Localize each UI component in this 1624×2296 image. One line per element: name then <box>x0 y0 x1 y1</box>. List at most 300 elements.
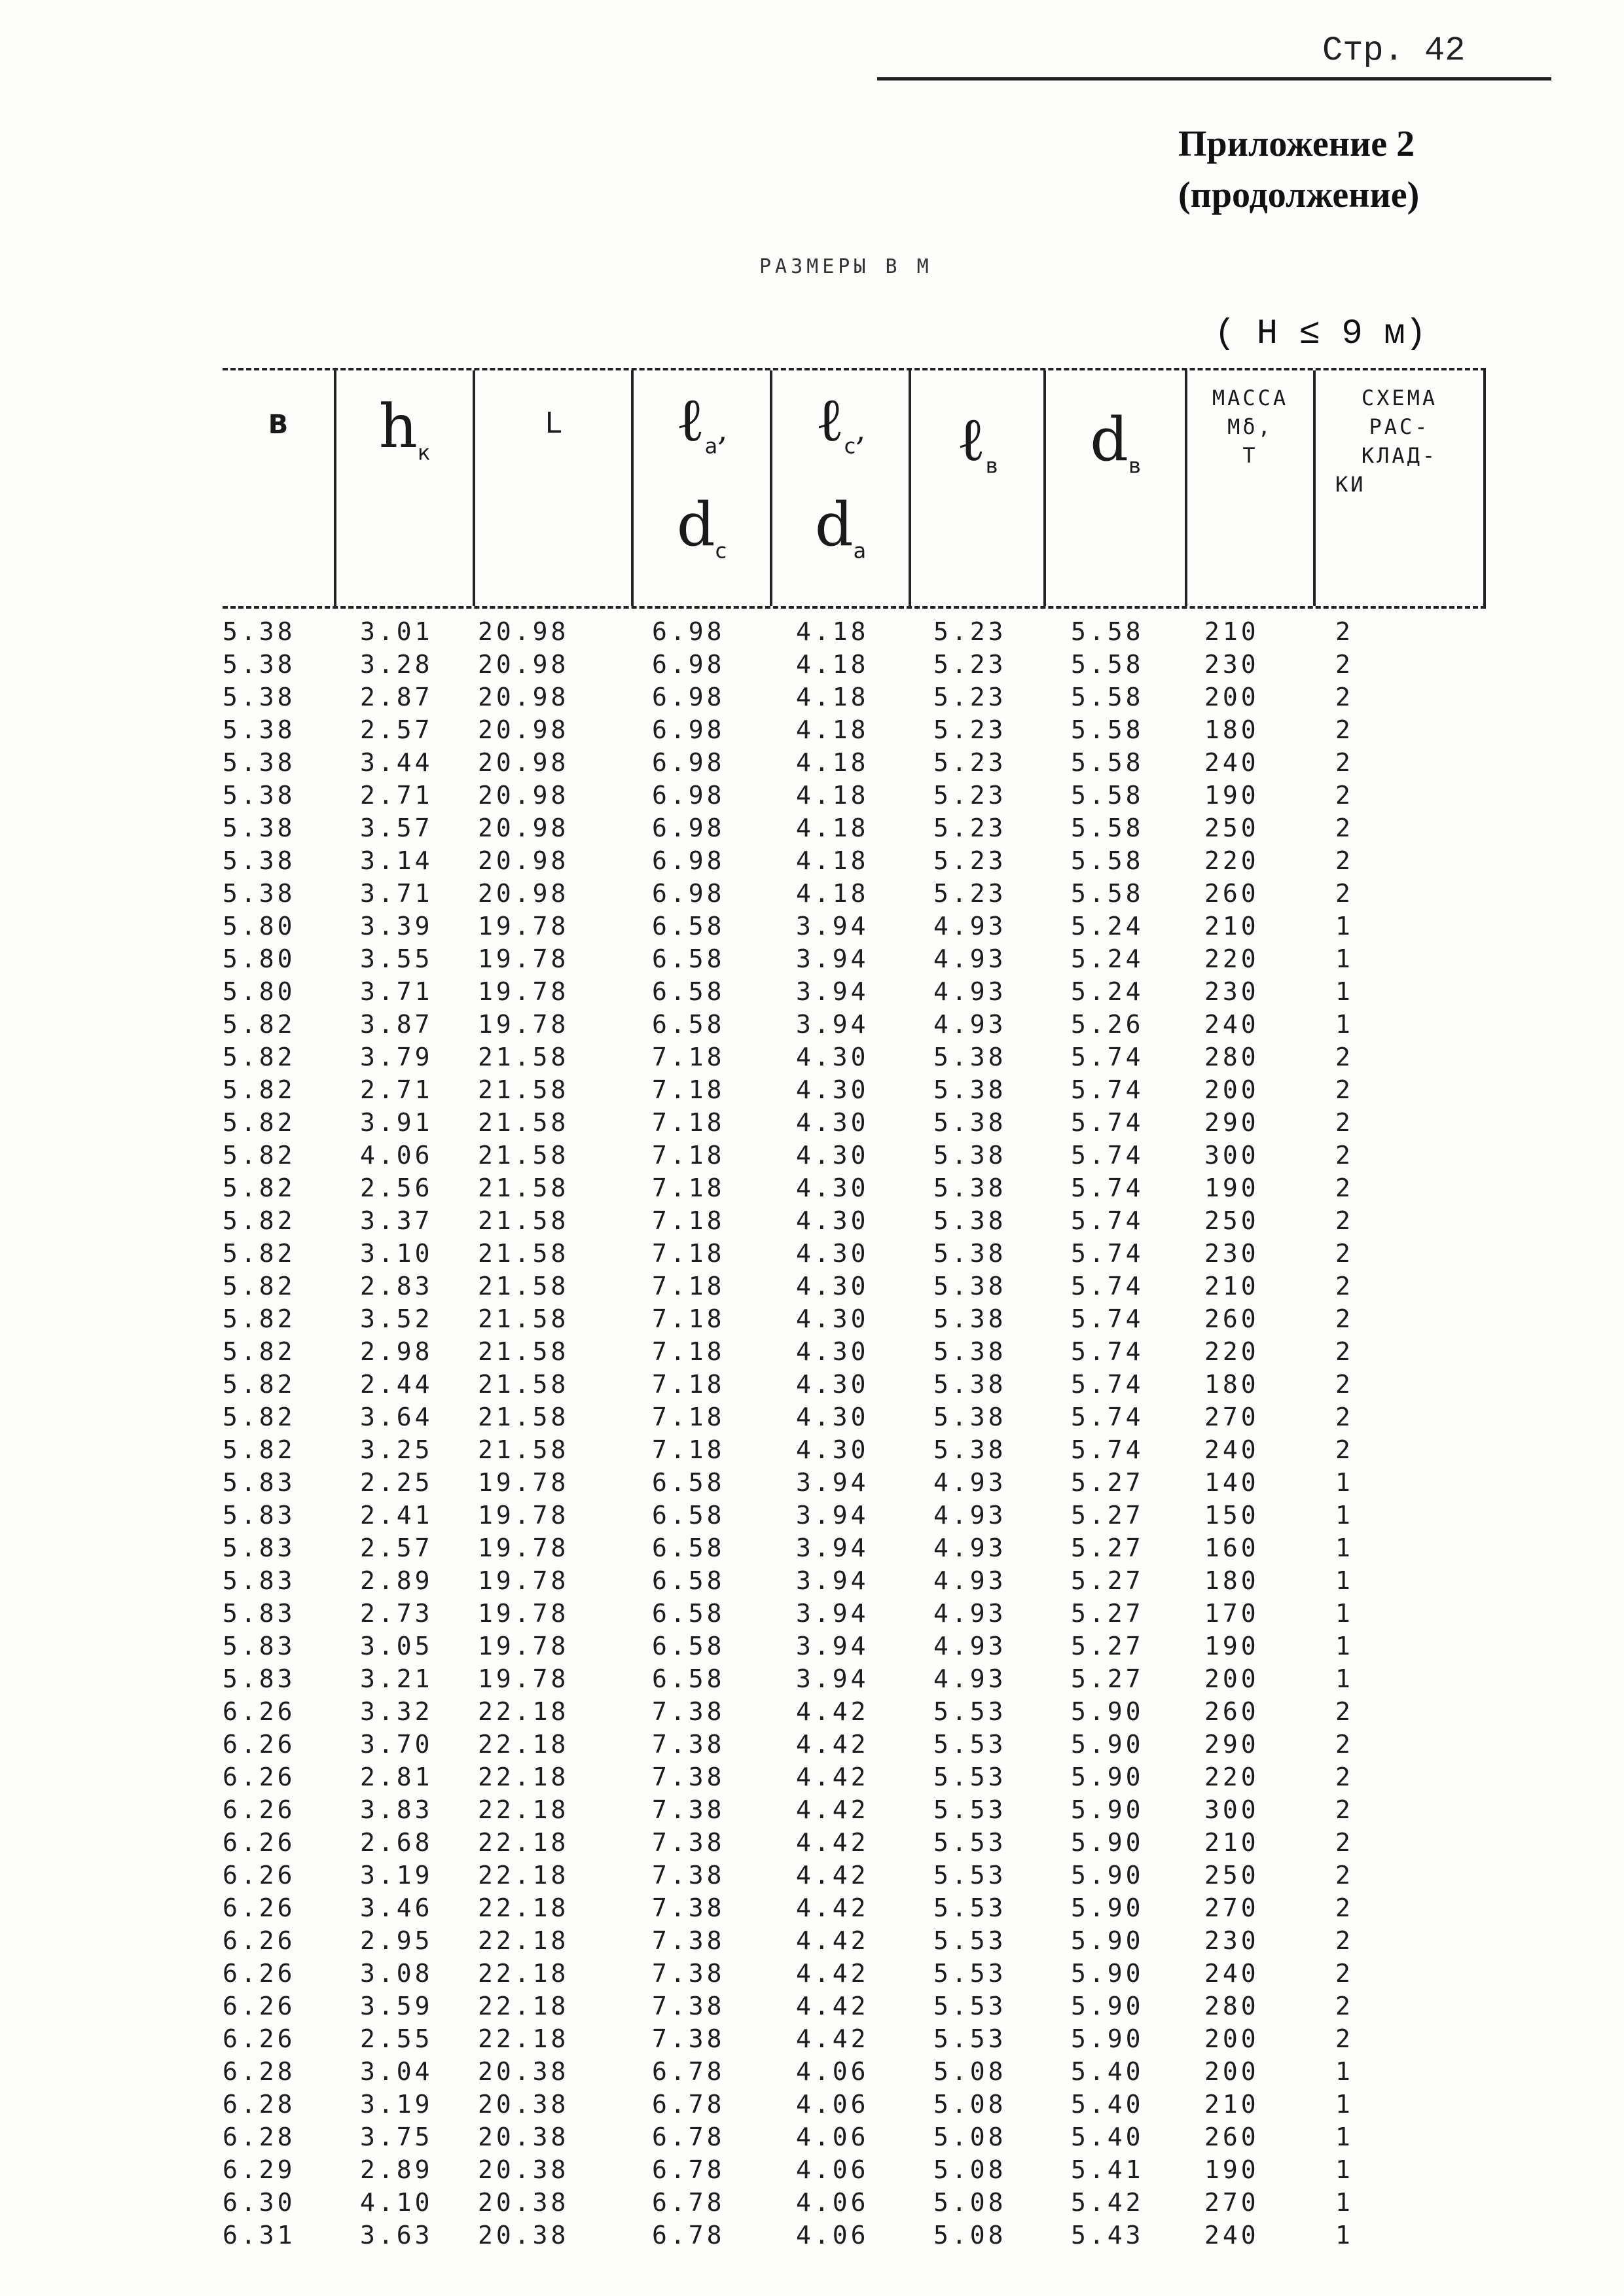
table-cell-lc_da: 3.94 <box>796 1599 869 1628</box>
table-row <box>223 1826 1486 1859</box>
table-cell-lb: 5.38 <box>933 1043 1007 1071</box>
table-cell-hk: 3.01 <box>360 617 433 646</box>
table-cell-scheme: 2 <box>1335 1992 1354 2020</box>
table-cell-la_dc: 6.58 <box>652 1010 725 1039</box>
table-cell-L: 20.38 <box>478 2057 569 2086</box>
table-cell-lb: 5.23 <box>933 781 1007 810</box>
table-cell-L: 21.58 <box>478 1141 569 1170</box>
table-cell-la_dc: 6.58 <box>652 1534 725 1562</box>
table-row <box>223 1302 1486 1335</box>
table-cell-scheme: 1 <box>1335 977 1354 1006</box>
table-cell-lb: 5.38 <box>933 1435 1007 1464</box>
table-cell-b: 5.38 <box>223 650 296 679</box>
table-row <box>223 1368 1486 1401</box>
table-cell-lb: 5.38 <box>933 1075 1007 1104</box>
table-cell-hk: 3.52 <box>360 1304 433 1333</box>
table-cell-lc_da: 4.30 <box>796 1206 869 1235</box>
page-header <box>0 0 1624 367</box>
table-cell-la_dc: 6.78 <box>652 2057 725 2086</box>
table-cell-lc_da: 3.94 <box>796 977 869 1006</box>
table-cell-hk: 3.55 <box>360 944 433 973</box>
table-cell-mass: 260 <box>1204 1697 1259 1726</box>
table-cell-lb: 4.93 <box>933 1599 1007 1628</box>
table-cell-lc_da: 4.42 <box>796 1959 869 1988</box>
table-cell-L: 20.98 <box>478 617 569 646</box>
table-cell-la_dc: 6.78 <box>652 2155 725 2184</box>
table-cell-L: 20.98 <box>478 715 569 744</box>
table-cell-lc_da: 3.94 <box>796 1664 869 1693</box>
table-cell-lb: 4.93 <box>933 977 1007 1006</box>
table-header <box>223 368 1486 609</box>
table-cell-mass: 280 <box>1204 1043 1259 1071</box>
table-cell-mass: 190 <box>1204 2155 1259 2184</box>
table-cell-lc_da: 4.42 <box>796 1697 869 1726</box>
table-cell-lc_da: 4.30 <box>796 1108 869 1137</box>
table-cell-mass: 250 <box>1204 1861 1259 1890</box>
table-row <box>223 1761 1486 1793</box>
table-cell-lb: 5.53 <box>933 1926 1007 1955</box>
table-row <box>223 2022 1486 2055</box>
table-cell-mass: 230 <box>1204 1239 1259 1268</box>
table-row <box>223 1957 1486 1990</box>
table-cell-la_dc: 7.38 <box>652 1730 725 1759</box>
col-subscript-2: c <box>715 538 727 564</box>
table-cell-lb: 5.53 <box>933 1992 1007 2020</box>
table-cell-lb: 5.38 <box>933 1239 1007 1268</box>
table-row <box>223 1499 1486 1532</box>
table-cell-db: 5.74 <box>1071 1239 1144 1268</box>
table-row <box>223 1662 1486 1695</box>
table-cell-db: 5.74 <box>1071 1403 1144 1431</box>
table-cell-mass: 190 <box>1204 781 1259 810</box>
table-cell-b: 5.83 <box>223 1566 296 1595</box>
table-cell-hk: 2.71 <box>360 781 433 810</box>
table-cell-db: 5.58 <box>1071 748 1144 777</box>
table-row <box>223 1892 1486 1924</box>
table-cell-scheme: 2 <box>1335 879 1354 908</box>
table-cell-scheme: 2 <box>1335 1206 1354 1235</box>
table-cell-db: 5.74 <box>1071 1174 1144 1202</box>
table-cell-b: 5.82 <box>223 1141 296 1170</box>
table-cell-db: 5.90 <box>1071 1893 1144 1922</box>
table-cell-mass: 190 <box>1204 1632 1259 1660</box>
table-cell-L: 19.78 <box>478 1501 569 1530</box>
table-cell-mass: 150 <box>1204 1501 1259 1530</box>
table-cell-hk: 2.83 <box>360 1272 433 1300</box>
table-cell-mass: 210 <box>1204 617 1259 646</box>
col-header-L <box>473 370 631 606</box>
table-row <box>223 1924 1486 1957</box>
table-cell-L: 20.38 <box>478 2221 569 2250</box>
page-number: Стр. 42 <box>1322 31 1466 70</box>
table-cell-mass: 200 <box>1204 1664 1259 1693</box>
table-cell-mass: 270 <box>1204 1893 1259 1922</box>
table-cell-scheme: 2 <box>1335 1828 1354 1857</box>
table-cell-L: 22.18 <box>478 2024 569 2053</box>
table-cell-mass: 210 <box>1204 2090 1259 2119</box>
table-cell-lb: 5.23 <box>933 683 1007 711</box>
col-header-lc-da: ℓ$_c$, $d_a$ <box>770 370 909 606</box>
table-cell-L: 19.78 <box>478 977 569 1006</box>
table-cell-scheme: 1 <box>1335 1468 1354 1497</box>
table-cell-L: 20.98 <box>478 683 569 711</box>
table-cell-L: 21.58 <box>478 1370 569 1399</box>
table-cell-b: 6.26 <box>223 1763 296 1791</box>
table-cell-lb: 4.93 <box>933 1534 1007 1562</box>
table-cell-hk: 3.10 <box>360 1239 433 1268</box>
table-cell-lc_da: 4.30 <box>796 1435 869 1464</box>
table-cell-hk: 2.57 <box>360 715 433 744</box>
table-cell-lb: 5.38 <box>933 1370 1007 1399</box>
table-cell-scheme: 2 <box>1335 1043 1354 1071</box>
col-symbol-2: d <box>676 490 715 560</box>
table-cell-lb: 5.23 <box>933 617 1007 646</box>
table-cell-lc_da: 4.06 <box>796 2221 869 2250</box>
table-cell-mass: 140 <box>1204 1468 1259 1497</box>
col-subscript: в <box>985 453 998 478</box>
table-cell-lb: 5.08 <box>933 2090 1007 2119</box>
table-cell-lb: 5.08 <box>933 2188 1007 2217</box>
table-cell-hk: 3.87 <box>360 1010 433 1039</box>
table-cell-lb: 5.53 <box>933 1861 1007 1890</box>
table-cell-lc_da: 4.30 <box>796 1043 869 1071</box>
table-cell-scheme: 2 <box>1335 715 1354 744</box>
table-cell-lc_da: 4.06 <box>796 2057 869 2086</box>
col-label: B <box>268 410 289 440</box>
table-cell-la_dc: 7.38 <box>652 1861 725 1890</box>
table-cell-la_dc: 6.58 <box>652 1566 725 1595</box>
table-cell-mass: 240 <box>1204 1010 1259 1039</box>
table-cell-db: 5.74 <box>1071 1435 1144 1464</box>
col-header-mass <box>1185 370 1313 606</box>
table-cell-lc_da: 4.30 <box>796 1141 869 1170</box>
table-cell-lb: 5.38 <box>933 1272 1007 1300</box>
table-cell-mass: 240 <box>1204 2221 1259 2250</box>
table-cell-db: 5.58 <box>1071 846 1144 875</box>
table-cell-scheme: 2 <box>1335 1108 1354 1137</box>
table-cell-hk: 3.63 <box>360 2221 433 2250</box>
table-cell-scheme: 2 <box>1335 2024 1354 2053</box>
table-row <box>223 1041 1486 1073</box>
table-cell-hk: 3.75 <box>360 2123 433 2151</box>
table-cell-db: 5.58 <box>1071 781 1144 810</box>
table-cell-hk: 3.39 <box>360 912 433 941</box>
table-cell-la_dc: 7.18 <box>652 1272 725 1300</box>
table-cell-la_dc: 7.38 <box>652 1893 725 1922</box>
table-cell-b: 5.82 <box>223 1272 296 1300</box>
table-cell-lc_da: 4.30 <box>796 1370 869 1399</box>
table-cell-scheme: 1 <box>1335 944 1354 973</box>
table-cell-la_dc: 7.18 <box>652 1108 725 1137</box>
table-cell-b: 5.83 <box>223 1468 296 1497</box>
table-cell-lb: 5.53 <box>933 1697 1007 1726</box>
table-cell-mass: 300 <box>1204 1795 1259 1824</box>
table-cell-hk: 3.64 <box>360 1403 433 1431</box>
table-cell-L: 19.78 <box>478 944 569 973</box>
table-cell-db: 5.27 <box>1071 1566 1144 1595</box>
table-cell-db: 5.24 <box>1071 912 1144 941</box>
table-cell-la_dc: 6.58 <box>652 1468 725 1497</box>
table-cell-lc_da: 4.18 <box>796 617 869 646</box>
col-label-4: КИ <box>1335 472 1366 497</box>
table-cell-lc_da: 4.18 <box>796 715 869 744</box>
table-cell-db: 5.74 <box>1071 1108 1144 1137</box>
table-cell-b: 5.82 <box>223 1075 296 1104</box>
table-row <box>223 910 1486 942</box>
table-cell-scheme: 1 <box>1335 1599 1354 1628</box>
table-row <box>223 746 1486 779</box>
table-cell-b: 5.38 <box>223 846 296 875</box>
table-cell-mass: 280 <box>1204 1992 1259 2020</box>
table-cell-lb: 5.38 <box>933 1141 1007 1170</box>
table-cell-la_dc: 6.78 <box>652 2188 725 2217</box>
table-cell-b: 6.26 <box>223 1926 296 1955</box>
table-cell-scheme: 2 <box>1335 1959 1354 1988</box>
table-cell-b: 5.38 <box>223 781 296 810</box>
table-cell-db: 5.90 <box>1071 1861 1144 1890</box>
table-cell-lc_da: 4.42 <box>796 1763 869 1791</box>
table-cell-b: 6.29 <box>223 2155 296 2184</box>
table-cell-hk: 2.71 <box>360 1075 433 1104</box>
table-cell-lb: 4.93 <box>933 944 1007 973</box>
table-cell-L: 19.78 <box>478 912 569 941</box>
table-cell-db: 5.27 <box>1071 1501 1144 1530</box>
table-cell-hk: 4.06 <box>360 1141 433 1170</box>
table-cell-db: 5.27 <box>1071 1664 1144 1693</box>
table-row <box>223 1106 1486 1139</box>
table-row <box>223 1073 1486 1106</box>
table-cell-b: 5.82 <box>223 1239 296 1268</box>
table-cell-db: 5.58 <box>1071 683 1144 711</box>
table-cell-b: 6.26 <box>223 1959 296 1988</box>
table-cell-la_dc: 6.78 <box>652 2221 725 2250</box>
table-cell-la_dc: 7.38 <box>652 1763 725 1791</box>
table-cell-hk: 3.21 <box>360 1664 433 1693</box>
table-cell-L: 22.18 <box>478 1861 569 1890</box>
table-cell-b: 6.26 <box>223 1893 296 1922</box>
table-cell-hk: 2.89 <box>360 2155 433 2184</box>
table-cell-lb: 5.23 <box>933 846 1007 875</box>
table-row <box>223 1859 1486 1892</box>
table-cell-mass: 290 <box>1204 1108 1259 1137</box>
table-row <box>223 1433 1486 1466</box>
table-cell-hk: 3.32 <box>360 1697 433 1726</box>
table-cell-db: 5.40 <box>1071 2123 1144 2151</box>
table-cell-L: 20.98 <box>478 781 569 810</box>
table-cell-scheme: 2 <box>1335 1435 1354 1464</box>
table-cell-la_dc: 7.38 <box>652 2024 725 2053</box>
table-cell-lc_da: 4.42 <box>796 1992 869 2020</box>
table-cell-la_dc: 6.58 <box>652 944 725 973</box>
table-cell-b: 6.26 <box>223 1992 296 2020</box>
table-cell-scheme: 1 <box>1335 1010 1354 1039</box>
col-header-hk <box>334 370 473 606</box>
table-cell-b: 5.83 <box>223 1632 296 1660</box>
col-label: L <box>545 406 562 440</box>
table-cell-mass: 200 <box>1204 1075 1259 1104</box>
table-cell-L: 21.58 <box>478 1075 569 1104</box>
table-cell-db: 5.74 <box>1071 1272 1144 1300</box>
table-cell-scheme: 1 <box>1335 1632 1354 1660</box>
table-cell-mass: 160 <box>1204 1534 1259 1562</box>
table-cell-lb: 5.53 <box>933 2024 1007 2053</box>
table-cell-mass: 210 <box>1204 1828 1259 1857</box>
col-subscript-2: a <box>853 538 867 564</box>
table-cell-b: 5.80 <box>223 912 296 941</box>
table-cell-db: 5.90 <box>1071 1926 1144 1955</box>
table-cell-la_dc: 7.38 <box>652 1992 725 2020</box>
table-cell-hk: 2.57 <box>360 1534 433 1562</box>
appendix-title: Приложение 2 <box>1178 124 1415 164</box>
table-cell-lc_da: 4.42 <box>796 1828 869 1857</box>
table-cell-hk: 3.59 <box>360 1992 433 2020</box>
table-cell-lb: 4.93 <box>933 1468 1007 1497</box>
table-cell-lb: 5.08 <box>933 2057 1007 2086</box>
table-row <box>223 2186 1486 2219</box>
table-cell-L: 20.38 <box>478 2155 569 2184</box>
table-cell-lc_da: 4.30 <box>796 1075 869 1104</box>
col-header-lb <box>909 370 1043 606</box>
table-cell-hk: 3.14 <box>360 846 433 875</box>
table-cell-lc_da: 3.94 <box>796 1566 869 1595</box>
table-row <box>223 1172 1486 1204</box>
col-symbol: ℓ <box>956 404 986 475</box>
col-symbol-2: d <box>814 490 854 560</box>
table-cell-lc_da: 3.94 <box>796 1468 869 1497</box>
table-cell-L: 21.58 <box>478 1435 569 1464</box>
table-cell-db: 5.90 <box>1071 1763 1144 1791</box>
table-cell-hk: 3.05 <box>360 1632 433 1660</box>
table-cell-mass: 220 <box>1204 846 1259 875</box>
table-cell-db: 5.40 <box>1071 2090 1144 2119</box>
col-symbol: ℓ <box>676 385 705 455</box>
table-cell-db: 5.74 <box>1071 1304 1144 1333</box>
col-label: СХЕМА <box>1361 386 1438 410</box>
table-cell-lb: 5.23 <box>933 650 1007 679</box>
table-cell-L: 22.18 <box>478 1828 569 1857</box>
table-row <box>223 1532 1486 1564</box>
table-cell-db: 5.74 <box>1071 1043 1144 1071</box>
table-cell-L: 19.78 <box>478 1566 569 1595</box>
table-cell-hk: 4.10 <box>360 2188 433 2217</box>
table-cell-db: 5.90 <box>1071 1992 1144 2020</box>
table-cell-la_dc: 6.98 <box>652 781 725 810</box>
table-cell-lc_da: 4.42 <box>796 1861 869 1890</box>
table-cell-b: 6.30 <box>223 2188 296 2217</box>
table-cell-mass: 180 <box>1204 715 1259 744</box>
table-cell-lc_da: 4.42 <box>796 1926 869 1955</box>
table-cell-hk: 3.37 <box>360 1206 433 1235</box>
table-cell-b: 6.26 <box>223 1697 296 1726</box>
table-cell-b: 5.82 <box>223 1108 296 1137</box>
table-cell-scheme: 2 <box>1335 1861 1354 1890</box>
table-cell-lb: 5.53 <box>933 1795 1007 1824</box>
table-cell-db: 5.74 <box>1071 1370 1144 1399</box>
col-header-db <box>1043 370 1185 606</box>
col-header-scheme <box>1313 370 1486 606</box>
table-cell-mass: 200 <box>1204 2024 1259 2053</box>
table-cell-L: 21.58 <box>478 1337 569 1366</box>
table-cell-lc_da: 4.18 <box>796 814 869 842</box>
table-cell-scheme: 2 <box>1335 1239 1354 1268</box>
table-cell-scheme: 2 <box>1335 1272 1354 1300</box>
col-label-3: Т <box>1242 443 1258 468</box>
appendix-subtitle: (продолжение) <box>1178 175 1420 215</box>
table-cell-L: 20.98 <box>478 846 569 875</box>
table-cell-db: 5.74 <box>1071 1075 1144 1104</box>
table-cell-la_dc: 6.98 <box>652 683 725 711</box>
table-cell-lc_da: 4.06 <box>796 2123 869 2151</box>
table-row <box>223 1237 1486 1270</box>
table-cell-b: 5.38 <box>223 748 296 777</box>
table-cell-lc_da: 3.94 <box>796 912 869 941</box>
table-cell-lb: 5.53 <box>933 1730 1007 1759</box>
table-cell-L: 22.18 <box>478 1992 569 2020</box>
table-cell-scheme: 2 <box>1335 1893 1354 1922</box>
table-cell-L: 20.98 <box>478 879 569 908</box>
table-cell-L: 20.38 <box>478 2123 569 2151</box>
table-cell-mass: 220 <box>1204 1763 1259 1791</box>
table-cell-hk: 3.46 <box>360 1893 433 1922</box>
table-cell-mass: 290 <box>1204 1730 1259 1759</box>
table-cell-L: 22.18 <box>478 1959 569 1988</box>
table-cell-scheme: 2 <box>1335 1697 1354 1726</box>
table-cell-scheme: 2 <box>1335 1763 1354 1791</box>
table-cell-db: 5.40 <box>1071 2057 1144 2086</box>
table-cell-la_dc: 6.98 <box>652 617 725 646</box>
col-label: МАССА <box>1212 386 1289 410</box>
table-cell-L: 20.98 <box>478 748 569 777</box>
table-cell-scheme: 1 <box>1335 2123 1354 2151</box>
table-row <box>223 779 1486 812</box>
table-cell-mass: 230 <box>1204 1926 1259 1955</box>
table-cell-hk: 2.95 <box>360 1926 433 1955</box>
table-row <box>223 1401 1486 1433</box>
table-cell-la_dc: 7.18 <box>652 1403 725 1431</box>
table-cell-lc_da: 4.18 <box>796 781 869 810</box>
table-cell-hk: 3.91 <box>360 1108 433 1137</box>
table-cell-lc_da: 4.18 <box>796 683 869 711</box>
table-cell-lc_da: 4.30 <box>796 1239 869 1268</box>
table-cell-hk: 3.28 <box>360 650 433 679</box>
table-cell-scheme: 1 <box>1335 1566 1354 1595</box>
table-cell-mass: 180 <box>1204 1566 1259 1595</box>
table-cell-lb: 5.53 <box>933 1828 1007 1857</box>
table-cell-lb: 5.08 <box>933 2155 1007 2184</box>
table-cell-lc_da: 4.06 <box>796 2188 869 2217</box>
table-cell-scheme: 2 <box>1335 1141 1354 1170</box>
table-cell-mass: 250 <box>1204 814 1259 842</box>
table-row <box>223 1008 1486 1041</box>
table-cell-scheme: 2 <box>1335 1370 1354 1399</box>
table-cell-hk: 2.25 <box>360 1468 433 1497</box>
table-cell-b: 6.28 <box>223 2123 296 2151</box>
col-symbol: h <box>378 391 418 461</box>
table-cell-la_dc: 6.58 <box>652 1632 725 1660</box>
table-cell-L: 21.58 <box>478 1304 569 1333</box>
range-note: ( H ≤ 9 м) <box>1214 314 1427 354</box>
table-cell-lc_da: 4.42 <box>796 2024 869 2053</box>
table-cell-mass: 200 <box>1204 683 1259 711</box>
table-cell-la_dc: 6.98 <box>652 879 725 908</box>
table-cell-hk: 2.68 <box>360 1828 433 1857</box>
col-subscript: к <box>417 440 431 465</box>
col-symbol: ℓ <box>815 385 844 455</box>
table-cell-L: 21.58 <box>478 1043 569 1071</box>
table-cell-scheme: 2 <box>1335 1926 1354 1955</box>
table-cell-lb: 5.38 <box>933 1304 1007 1333</box>
table-cell-mass: 170 <box>1204 1599 1259 1628</box>
